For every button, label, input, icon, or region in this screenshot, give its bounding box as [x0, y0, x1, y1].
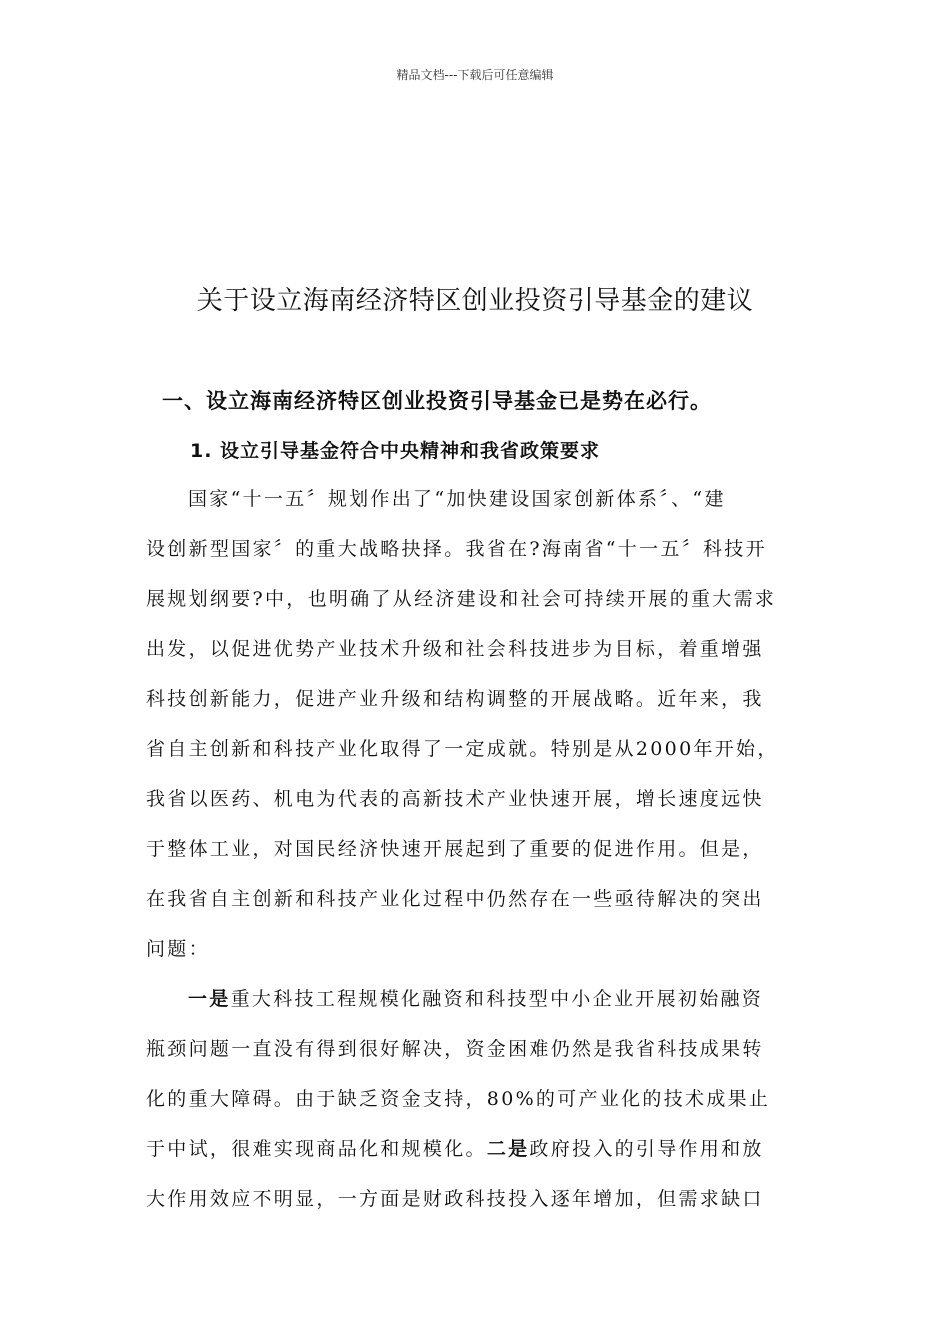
paragraph-line: 科技创新能力，促进产业升级和结构调整的开展战略。近年来，我: [146, 688, 764, 710]
document-title: 关于设立海南经济特区创业投资引导基金的建议: [196, 286, 754, 316]
paragraph-line: [146, 1134, 806, 1164]
text-run: 于中试，很难实现商品化和规模化。: [146, 1138, 487, 1160]
paragraph-line: 大作用效应不明显，一方面是财政科技投入逐年增加，但需求缺口: [146, 1188, 764, 1210]
paragraph-line: 国家“十一五〞规划作出了“加快建设国家创新体系〞、“建: [188, 488, 726, 510]
text-run: 重大科技工程规模化融资和科技型中小企业开展初始融资: [230, 988, 764, 1010]
emphasis-second: 二是: [486, 1138, 530, 1160]
text-run: 政府投入的引导作用和放: [529, 1138, 764, 1160]
section-heading: 一、设立海南经济特区创业投资引导基金已是势在必行。: [162, 389, 712, 413]
emphasis-first: 一是: [188, 988, 231, 1010]
sub-heading: 1. 设立引导基金符合中央精神和我省政策要求: [190, 440, 601, 462]
paragraph-line: 我省以医药、机电为代表的高新技术产业快速开展，增长速度远快: [146, 788, 764, 810]
paragraph-line: 问题：: [146, 938, 210, 960]
paragraph-line: 瓶颈问题一直没有得到很好解决，资金困难仍然是我省科技成果转: [146, 1038, 764, 1060]
paragraph-line: [188, 984, 808, 1014]
paragraph-line: 设创新型国家〞的重大战略抉择。我省在?海南省“十一五〞科技开: [146, 538, 767, 560]
paragraph-line: 展规划纲要?中，也明确了从经济建设和社会可持续开展的重大需求: [146, 588, 777, 610]
paragraph-line: 于整体工业，对国民经济快速开展起到了重要的促进作用。但是，: [146, 838, 764, 860]
header-note: 精品文档---下载后可任意编辑: [396, 68, 554, 82]
paragraph-line: 化的重大障碍。由于缺乏资金支持，80%的可产业化的技术成果止: [146, 1088, 771, 1110]
paragraph-line: 在我省自主创新和科技产业化过程中仍然存在一些亟待解决的突出: [146, 888, 764, 910]
paragraph-line: 出发，以促进优势产业技术升级和社会科技进步为目标，着重增强: [146, 638, 764, 660]
paragraph-line: 省自主创新和科技产业化取得了一定成就。特别是从2000年开始，: [146, 738, 779, 760]
